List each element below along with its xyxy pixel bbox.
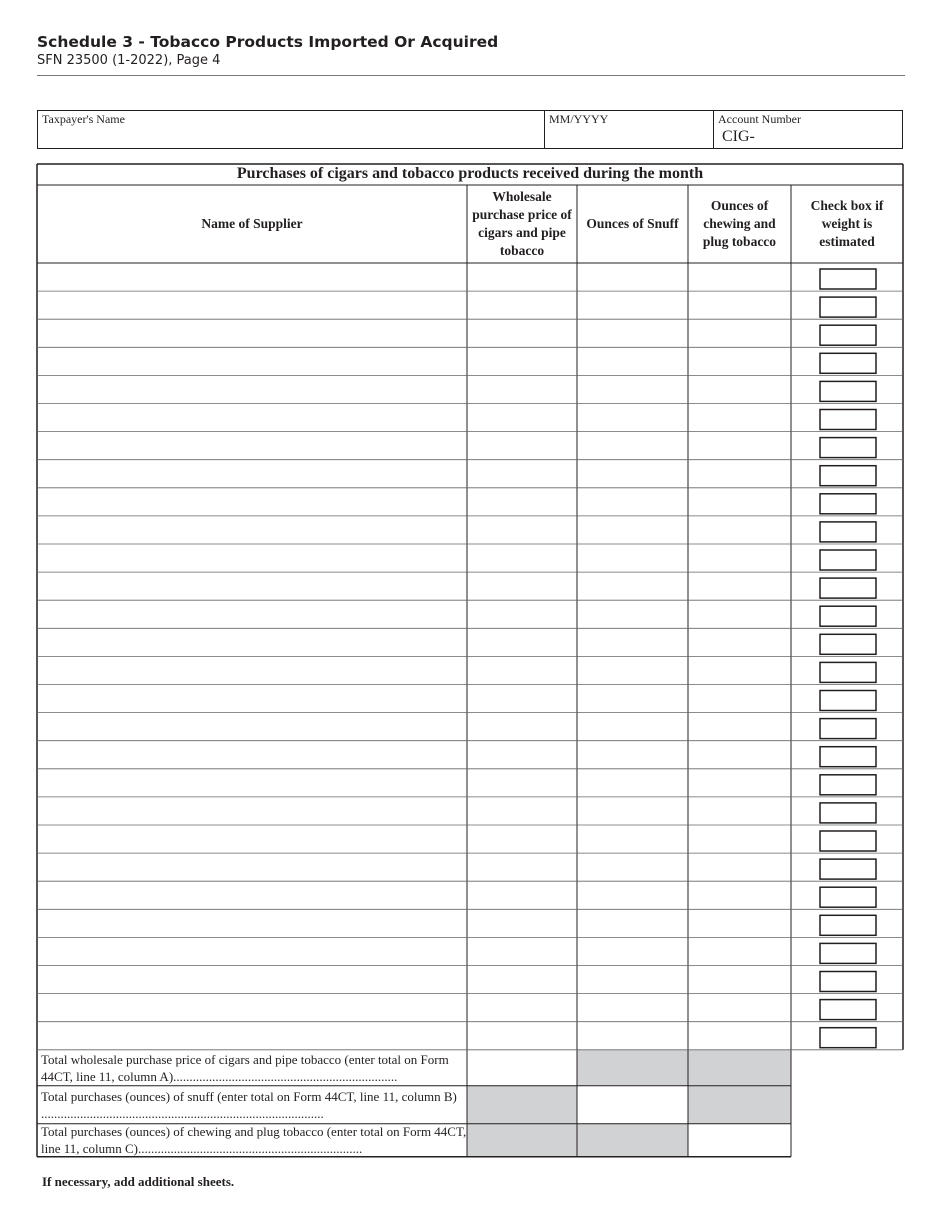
- shaded-cell: [577, 1050, 688, 1086]
- table-grid: [37, 164, 903, 1159]
- estimated-weight-checkbox[interactable]: [820, 269, 876, 289]
- estimated-weight-checkbox[interactable]: [820, 747, 876, 767]
- estimated-weight-checkbox[interactable]: [820, 297, 876, 317]
- estimated-weight-checkbox[interactable]: [820, 859, 876, 879]
- date-label: MM/YYYY: [549, 112, 609, 126]
- total-snuff-label: Total purchases (ounces) of snuff (enter total on Form 44CT, line 11, column B) .......................................................................................: [41, 1089, 457, 1121]
- estimated-weight-checkbox[interactable]: [820, 972, 876, 992]
- total-snuff-input[interactable]: [577, 1086, 688, 1124]
- estimated-weight-checkbox[interactable]: [820, 662, 876, 682]
- header-divider: [37, 75, 905, 76]
- estimated-weight-checkbox[interactable]: [820, 466, 876, 486]
- estimated-weight-checkbox[interactable]: [820, 915, 876, 935]
- estimated-weight-checkbox[interactable]: [820, 943, 876, 963]
- estimated-weight-checkbox[interactable]: [820, 803, 876, 823]
- shaded-cell: [467, 1086, 577, 1157]
- estimated-weight-checkbox[interactable]: [820, 831, 876, 851]
- table-caption: Purchases of cigars and tobacco products received during the month: [236, 165, 704, 182]
- account-number-label: Account Number: [718, 112, 801, 126]
- total-wholesale-label: Total wholesale purchase price of cigars and pipe tobacco (enter total on Form 44CT, line 11, column A).....................................................................: [41, 1052, 449, 1084]
- column-header-chewing-ounces: Ounces of chewing and plug tobacco: [702, 198, 777, 249]
- total-chewing-label: Total purchases (ounces) of chewing and plug tobacco (enter total on Form 44CT, line 11, column C).....................................................................: [41, 1124, 467, 1156]
- taxpayer-info-box: [37, 110, 903, 149]
- total-wholesale-input[interactable]: [467, 1050, 577, 1086]
- estimated-weight-checkbox[interactable]: [820, 606, 876, 626]
- date-field[interactable]: [544, 111, 713, 148]
- estimated-weight-checkbox[interactable]: [820, 522, 876, 542]
- taxpayer-name-field[interactable]: [38, 111, 544, 148]
- purchases-table: [37, 164, 903, 1159]
- estimated-weight-checkbox[interactable]: [820, 550, 876, 570]
- column-header-snuff-ounces: Ounces of Snuff: [586, 216, 679, 231]
- column-header-supplier: Name of Supplier: [201, 216, 303, 231]
- additional-sheets-note: If necessary, add additional sheets.: [42, 1174, 235, 1189]
- column-header-estimated: Check box if weight is estimated: [810, 198, 884, 249]
- form-subtitle: SFN 23500 (1-2022), Page 4: [37, 53, 221, 68]
- estimated-weight-checkbox[interactable]: [820, 775, 876, 795]
- shaded-cell: [577, 1124, 688, 1157]
- column-header-wholesale-price: Wholesale purchase price of cigars and pipe tobacco: [472, 189, 572, 258]
- account-prefix: CIG-: [722, 128, 755, 145]
- shaded-cell: [688, 1050, 791, 1124]
- estimated-weight-checkbox[interactable]: [820, 325, 876, 345]
- estimated-weight-checkbox[interactable]: [820, 691, 876, 711]
- form-title: Schedule 3 - Tobacco Products Imported Or Acquired: [37, 33, 499, 51]
- estimated-weight-checkbox[interactable]: [820, 1028, 876, 1048]
- estimated-weight-checkbox[interactable]: [820, 634, 876, 654]
- estimated-weight-checkbox[interactable]: [820, 381, 876, 401]
- estimated-weight-checkbox[interactable]: [820, 353, 876, 373]
- estimated-weight-checkbox[interactable]: [820, 578, 876, 598]
- estimated-weight-checkbox[interactable]: [820, 719, 876, 739]
- taxpayer-name-label: Taxpayer's Name: [42, 112, 125, 126]
- estimated-weight-checkbox[interactable]: [820, 410, 876, 430]
- estimated-weight-checkbox[interactable]: [820, 494, 876, 514]
- total-chewing-input[interactable]: [688, 1124, 791, 1157]
- estimated-weight-checkbox[interactable]: [820, 438, 876, 458]
- account-number-field[interactable]: [713, 111, 902, 148]
- estimated-weight-checkbox[interactable]: [820, 887, 876, 907]
- estimated-weight-checkbox[interactable]: [820, 1000, 876, 1020]
